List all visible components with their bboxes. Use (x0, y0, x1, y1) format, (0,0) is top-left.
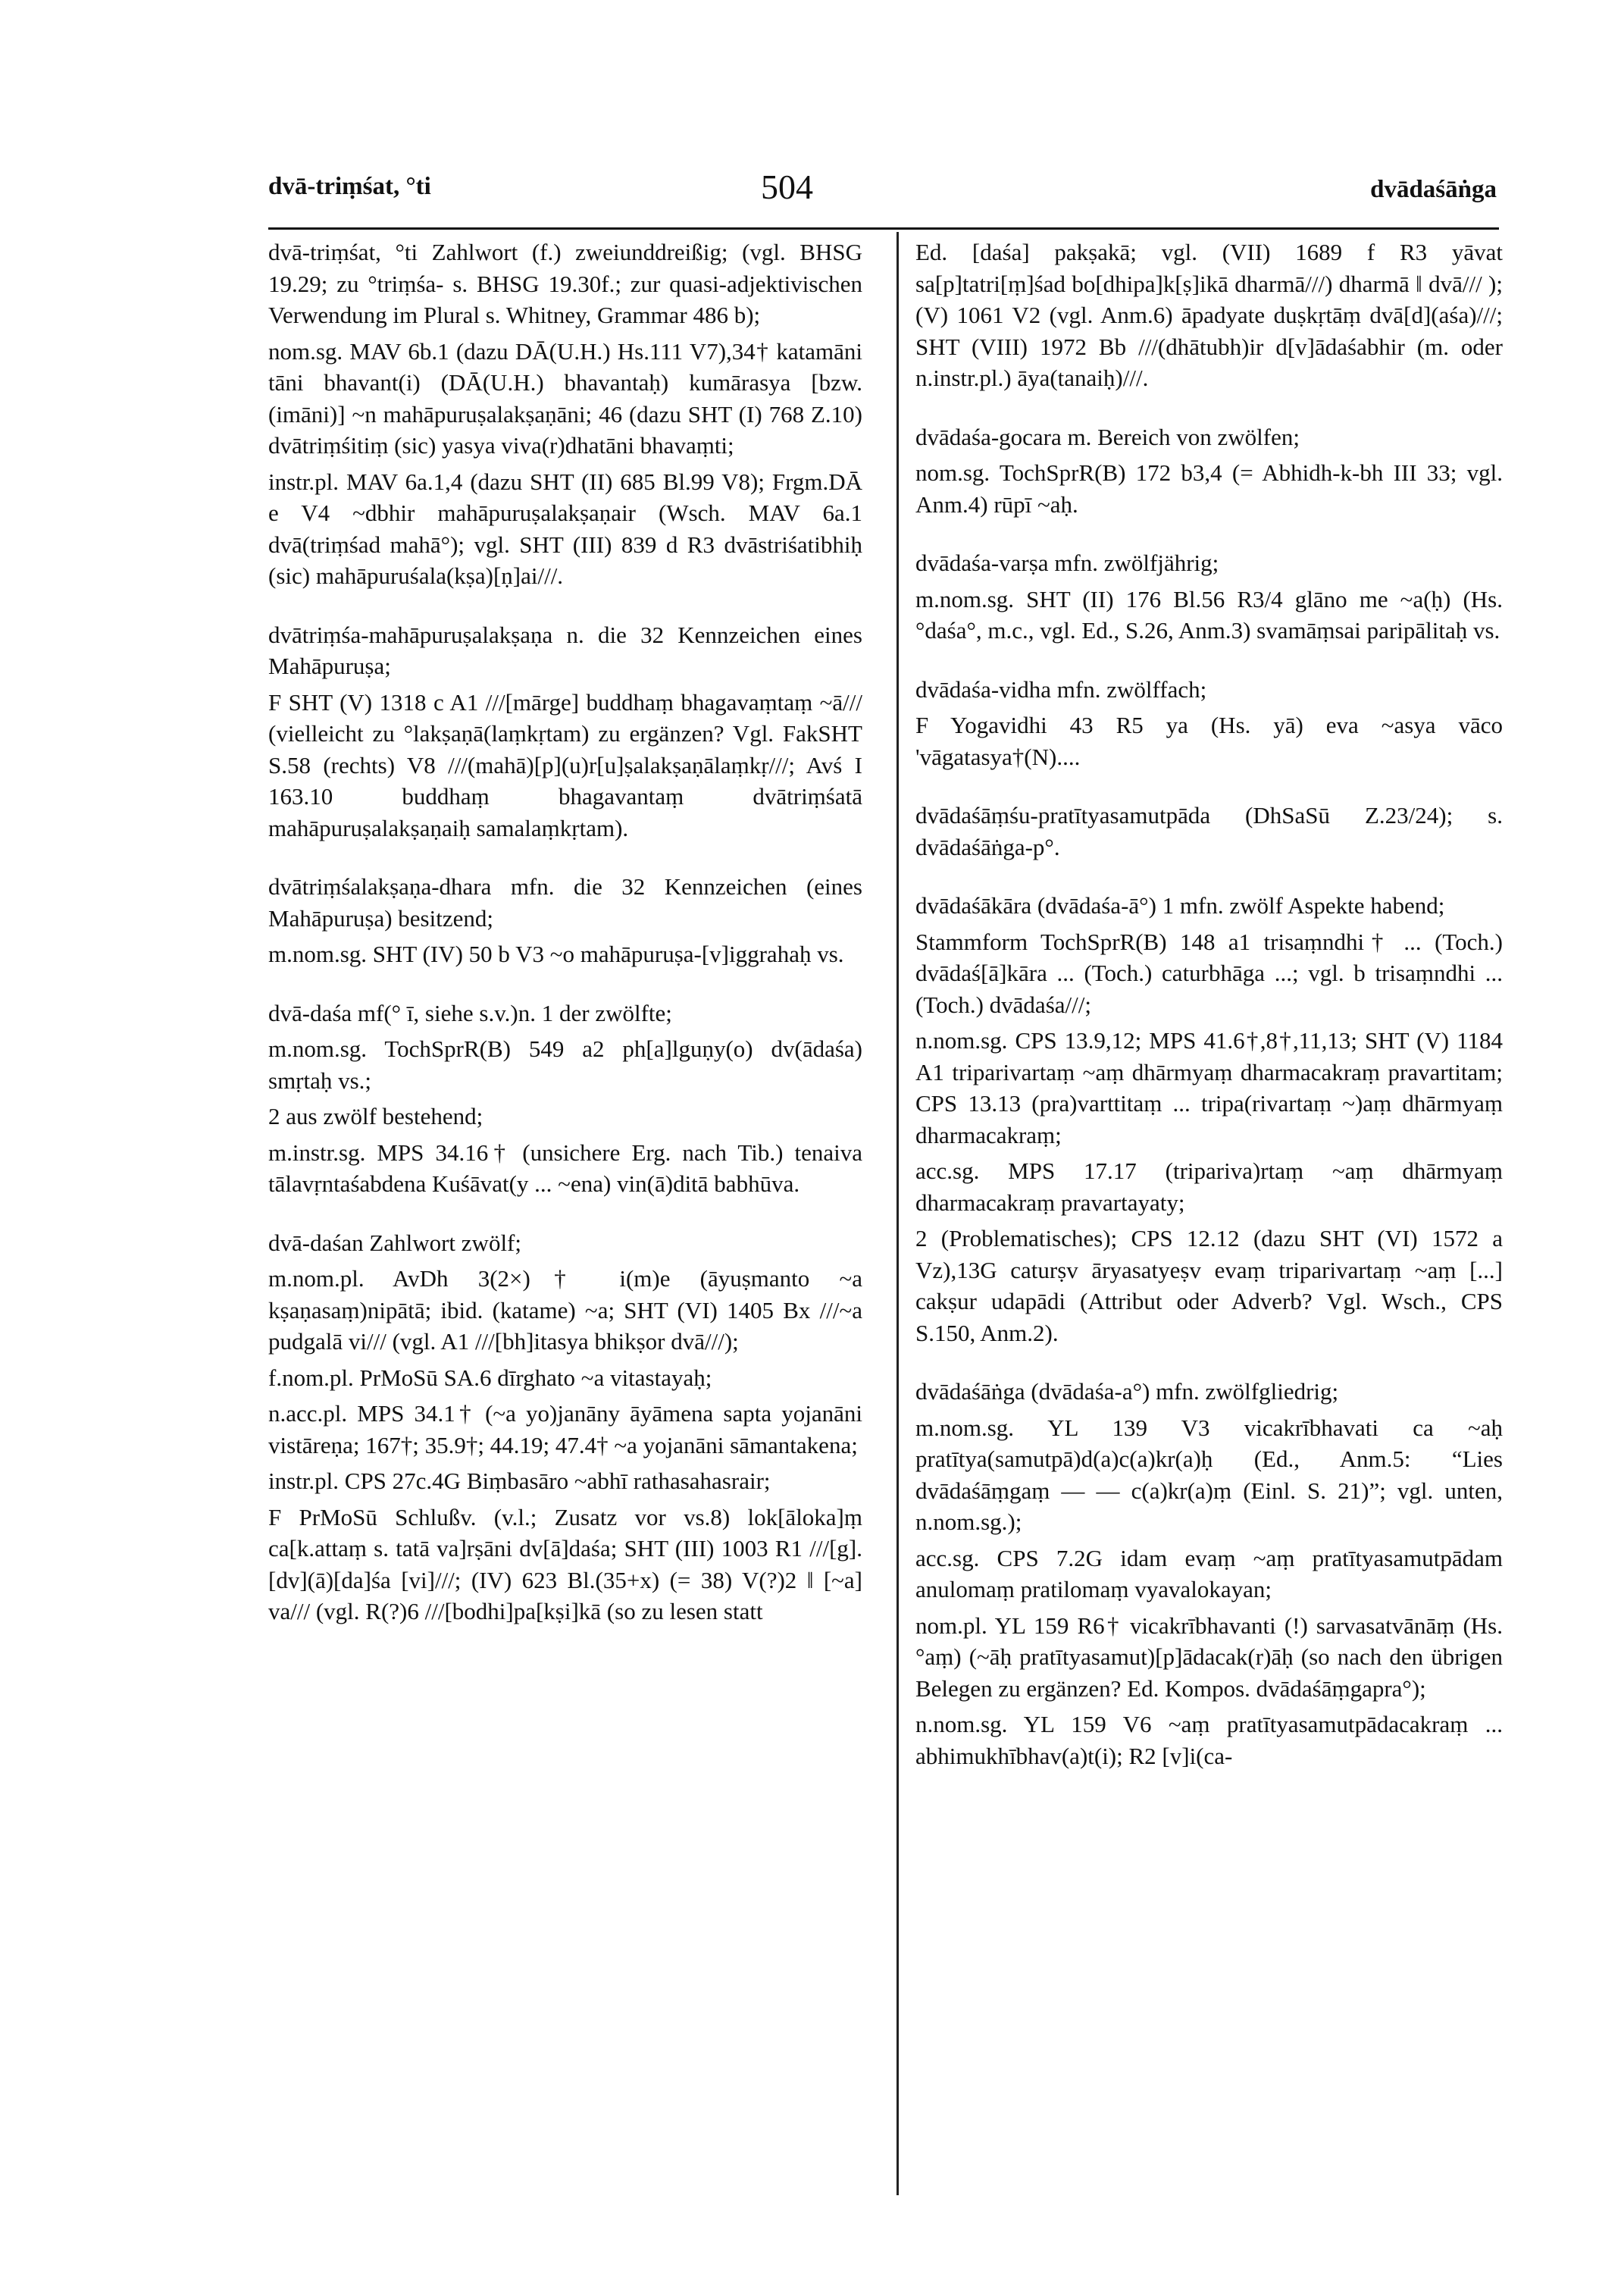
entry-citation: instr.pl. MAV 6a.1,4 (dazu SHT (II) 685 Bl.99 V8); Frgm.DĀ e V4 ~dbhir mahāpuruṣalakṣaṇair (Wsch. MAV 6a.1 dvā(triṃśad mahā°); vgl. SHT (III) 839 d R3 dvāstriśatibhiḥ (sic) mahāpuruśala(kṣa)[ṇ]ai///. (268, 468, 862, 589)
entry-citation: f.nom.pl. PrMoSū SA.6 dīrghato ~a vitastayaḥ; (268, 1364, 712, 1391)
dictionary-entry (915, 237, 1503, 394)
right-column (915, 237, 1503, 1799)
entry-headline: Ed. [daśa] pakṣakā; vgl. (VII) 1689 f R3 yāvat sa[p]tatri[ṃ]śad bo[dhipa]k[ṣ]ikā dharmā///) dharmā ‖ dvā/// ); (V) 1061 V2 (vgl. Anm.6) āpadyate duṣkṛtāṃ dvā[d](aśa)///; SHT (VIII) 1972 Bb ///(dhātubh)ir d[v]ādaśabhir (m. oder n.instr.pl.) āya(tanaiḥ)///. (915, 239, 1503, 391)
entry-headline: dvā-daśan Zahlwort zwölf; (268, 1229, 521, 1256)
entry-headline: dvādaśāṅga (dvādaśa-a°) mfn. zwölfgliedrig; (915, 1378, 1339, 1405)
dictionary-entry (268, 998, 862, 1200)
entry-citation: F Yogavidhi 43 R5 ya (Hs. yā) eva ~asya vāco 'vāgatasya†(N).... (915, 712, 1503, 770)
entry-headline: dvā-daśa mf(° ī, siehe s.v.)n. 1 der zwölfte; (268, 999, 672, 1026)
dictionary-entry (915, 421, 1503, 521)
left-column (268, 237, 862, 1655)
entry-citation: m.nom.sg. YL 139 V3 vicakrībhavati ca ~aḥ pratītya(samutpā)d(a)c(a)kr(a)ḥ (Ed., Anm.5: “Lies dvādaśāṃgaṃ — — c(a)kr(a)ṃ (Einl. S. 21)”; vgl. unten, n.nom.sg.); (915, 1414, 1503, 1535)
entry-citation: m.nom.pl. AvDh 3(2×)† i(m)e (āyuṣmanto ~a kṣaṇasaṃ)nipātā; ibid. (katame) ~a; SHT (VI) 1405 Bx ///~a pudgalā vi/// (vgl. A1 ///[bh]itasya bhikṣor dvā///); (268, 1265, 862, 1355)
dictionary-entry (915, 1376, 1503, 1771)
entry-headline: dvādaśa-vidha mfn. zwölffach; (915, 675, 1207, 703)
entry-headline: dvādaśa-varṣa mfn. zwölfjährig; (915, 550, 1219, 576)
entry-citation: 2 (Problematisches); CPS 12.12 (dazu SHT (VI) 1572 a Vz),13G caturṣv āryasatyeṣv evaṃ triparivartaṃ ~aṃ [...] cakṣur udapādi (Attribut oder Adverb? Vgl. Wsch., CPS S.150, Anm.2). (915, 1225, 1503, 1346)
dictionary-entry (268, 1227, 862, 1627)
page-number: 504 (761, 168, 813, 206)
entry-citation: m.nom.sg. TochSprR(B) 549 a2 ph[a]lguṇy(o) dv(ādaśa) smṛtaḥ vs.; (268, 1035, 862, 1094)
entry-citation: F SHT (V) 1318 c A1 ///[mārge] buddhaṃ bhagavaṃtaṃ ~ā/// (vielleicht zu °lakṣaṇā(laṃkṛtam) zu ergänzen? Vgl. FakSHT S.58 (rechts) V8 ///(mahā)[p](u)r[u]ṣalakṣaṇālaṃkṛ///; Avś I 163.10 buddhaṃ bhagavantaṃ dvātriṃśatā mahāpuruṣalakṣaṇaiḥ samalaṃkṛtam). (268, 688, 862, 841)
header-rule (268, 227, 1499, 230)
entry-headline: dvādaśa-gocara m. Bereich von zwölfen; (915, 423, 1300, 450)
running-head-right: dvādaśāṅga (1370, 176, 1497, 203)
entry-headline: dvātriṃśa-mahāpuruṣalakṣaṇa n. die 32 Kennzeichen eines Mahāpuruṣa; (268, 621, 862, 679)
dictionary-entry (915, 800, 1503, 863)
entry-citation: n.acc.pl. MPS 34.1† (~a yo)janāny āyāmena sapta yojanāni vistāreṇa; 167†; 35.9†; 44.19; 47.4† ~a yojanāni sāmantakena; (268, 1400, 862, 1458)
entry-headline: dvādaśākāra (dvādaśa-ā°) 1 mfn. zwölf Aspekte habend; (915, 892, 1445, 919)
entry-citation: nom.sg. TochSprR(B) 172 b3,4 (= Abhidh-k-bh III 33; vgl. Anm.4) rūpī ~aḥ. (915, 459, 1503, 518)
entry-citation: nom.sg. MAV 6b.1 (dazu DĀ(U.H.) Hs.111 V7),34† katamāni tāni bhavant(i) (DĀ(U.H.) bhavantaḥ) kumārasya [bzw. (imāni)] ~n mahāpuruṣalakṣaṇāni; 46 (dazu SHT (I) 768 Z.10) dvātriṃśitiṃ (sic) yasya viva(r)dhatāni bhavaṃti; (268, 337, 862, 459)
entry-citation: 2 aus zwölf bestehend; (268, 1103, 483, 1129)
entry-citation: n.nom.sg. YL 159 V6 ~aṃ pratītyasamutpādacakraṃ ... abhimukhībhav(a)t(i); R2 [v]i(ca- (915, 1711, 1503, 1769)
dictionary-entry (915, 547, 1503, 647)
dictionary-entry (268, 871, 862, 970)
dictionary-entry (268, 237, 862, 592)
entry-citation: m.nom.sg. SHT (IV) 50 b V3 ~o mahāpuruṣa-[v]iggrahaḥ vs. (268, 941, 844, 967)
entry-citation: nom.pl. YL 159 R6† vicakrībhavanti (!) sarvasatvānāṃ (Hs. °aṃ) (~āḥ pratītyasamut)[p]ādacak(r)āḥ (so nach den übrigen Belegen zu ergänzen? Ed. Kompos. dvādaśāṃgapra°); (915, 1612, 1503, 1702)
entry-citation: instr.pl. CPS 27c.4G Biṃbasāro ~abhī rathasahasrair; (268, 1468, 771, 1494)
entry-citation: m.instr.sg. MPS 34.16† (unsichere Erg. nach Tib.) tenaiva tālavṛntaśabdena Kuśāvat(y ... ~ena) vin(ā)ditā babhūva. (268, 1139, 862, 1197)
entry-citation: Stammform TochSprR(B) 148 a1 trisaṃndhi† ... (Toch.) dvādaś[ā]kāra ... (Toch.) caturbhāga ...; vgl. b trisaṃndhi ... (Toch.) dvādaśa///; (915, 928, 1503, 1018)
entry-headline: dvātriṃśalakṣaṇa-dhara mfn. die 32 Kennzeichen (eines Mahāpuruṣa) besitzend; (268, 873, 862, 932)
column-divider (896, 232, 899, 2195)
entry-citation: m.nom.sg. SHT (II) 176 Bl.56 R3/4 glāno me ~a(ḥ) (Hs. °daśa°, m.c., vgl. Ed., S.26, Anm.3) svamāṃsai paripālitaḥ vs. (915, 585, 1503, 644)
entry-citation: acc.sg. MPS 17.17 (tripariva)rtaṃ ~aṃ dhārmyaṃ dharmacakraṃ pravartayaty; (915, 1157, 1503, 1216)
dictionary-entry (915, 674, 1503, 773)
entry-headline: dvādaśāṃśu-pratītyasamutpāda (DhSaSū Z.23/24); s. dvādaśāṅga-p°. (915, 802, 1503, 860)
dictionary-entry (268, 619, 862, 844)
entry-citation: F PrMoSū Schlußv. (v.l.; Zusatz vor vs.8) lok[āloka]ṃ ca[k.attaṃ s. tatā va]rṣāni dv[ā]daśa; SHT (III) 1003 R1 ///[g]. [dv](ā)[da]śa [vi]///; (IV) 623 Bl.(35+x) (= 38) V(?)2 ‖ [~a] va/// (vgl. R(?)6 ///[bodhi]pa[kṣi]kā (so zu lesen statt (268, 1503, 862, 1624)
running-head-left: dvā-triṃśat, °ti (268, 173, 431, 200)
entry-citation: n.nom.sg. CPS 13.9,12; MPS 41.6†,8†,11,13; SHT (V) 1184 A1 triparivartaṃ ~aṃ dhārmyaṃ dharmacakraṃ pravartitam; CPS 13.13 (pra)varttitaṃ ... tripa(rivartaṃ ~)aṃ dhārmyaṃ dharmacakraṃ; (915, 1027, 1503, 1148)
entry-citation: acc.sg. CPS 7.2G idam evaṃ ~aṃ pratītyasamutpādam anulomaṃ pratilomaṃ vyavalokayan; (915, 1544, 1503, 1602)
dictionary-entry (915, 890, 1503, 1349)
entry-headline: dvā-triṃśat, °ti Zahlwort (f.) zweiunddreißig; (vgl. BHSG 19.29; zu °triṃśa- s. BHSG 19.30f.; zur quasi-adjektivischen Verwendung im Plural s. Whitney, Grammar 486 b); (268, 239, 862, 328)
